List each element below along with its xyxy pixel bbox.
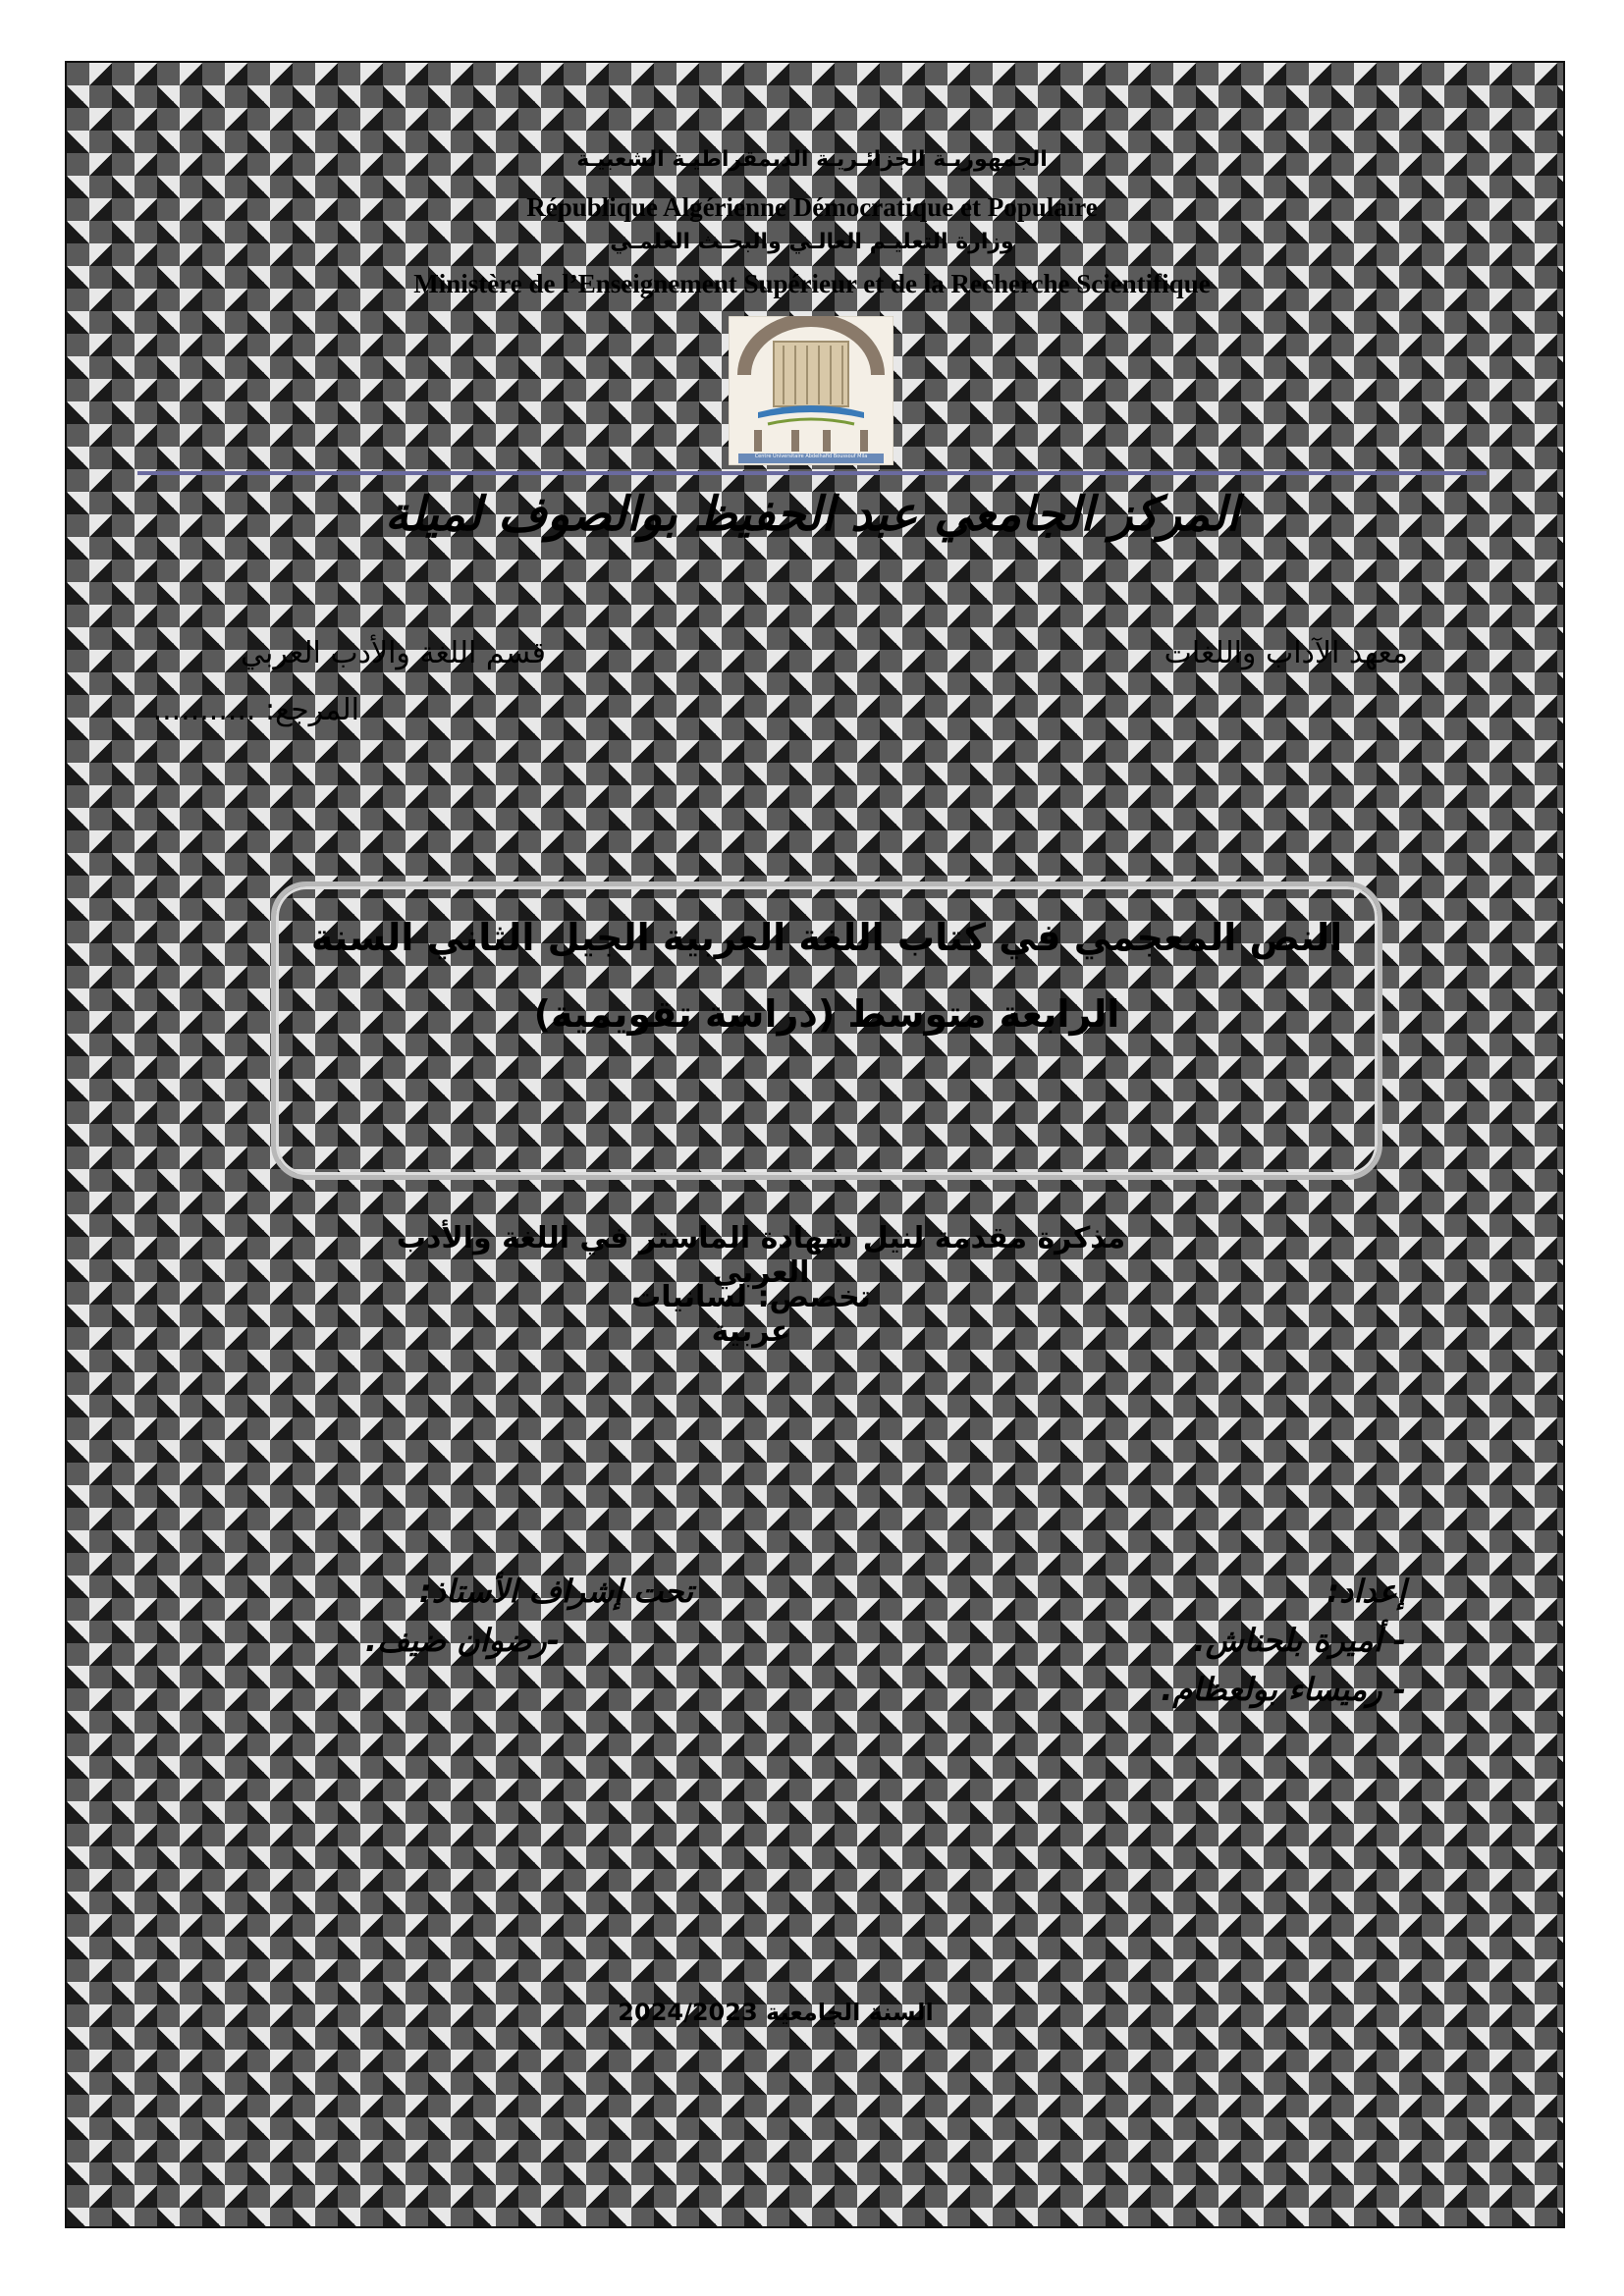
prepared-by-label: إعداد:	[1326, 1573, 1406, 1610]
republic-arabic: الجمهوريـة الجزائـريـة الديمقراطيـة الشعبيـة	[576, 147, 1048, 172]
university-logo	[729, 316, 893, 465]
student-name: - أميرة بلحناش.	[1193, 1622, 1406, 1659]
supervisor-name: -رضوان ضيف.	[364, 1622, 560, 1659]
republic-french: République Algérienne Démocratique et Populaire	[526, 192, 1098, 222]
thesis-title-line1: النص المعجمي في كتاب اللغة العربية الجيل الثاني السنة	[310, 916, 1343, 959]
department-name: قسم اللغة والأدب العربي	[240, 636, 546, 670]
memo-description: مذكرة مقدمة لنيل شهادة الماستر في اللغة والأدب العربي	[396, 1221, 1126, 1290]
institute-name: معهد الآداب واللغات	[1164, 636, 1408, 670]
ministry-arabic: وزارة التعليـم العالـي والبحـث العلمـي	[610, 230, 1014, 254]
specialty: تخصص: لسانيات عربية	[631, 1280, 871, 1349]
thesis-title-box	[271, 881, 1382, 1180]
thesis-title-line2: الرابعة متوسط (دراسة تقويمية)	[533, 992, 1120, 1036]
logo-caption: Centre Universitaire Abdelhafid Boussouf Mila	[754, 454, 868, 459]
ministry-french: Ministère de l’Enseignement Supérieur et de la Recherche Scientifique	[413, 269, 1211, 298]
supervision-label: تحت إشراف الأستاذ:	[418, 1573, 693, 1610]
reference-number: المرجع: ...........	[152, 693, 359, 727]
header-divider	[137, 471, 1487, 475]
academic-year: السنة الجامعية 2024/2023	[618, 1999, 934, 2026]
university-name: المركز الجامعي عبد الحفيظ بوالصوف لميلة	[385, 487, 1239, 542]
student-name: - رميساء بولعظام.	[1161, 1671, 1406, 1708]
